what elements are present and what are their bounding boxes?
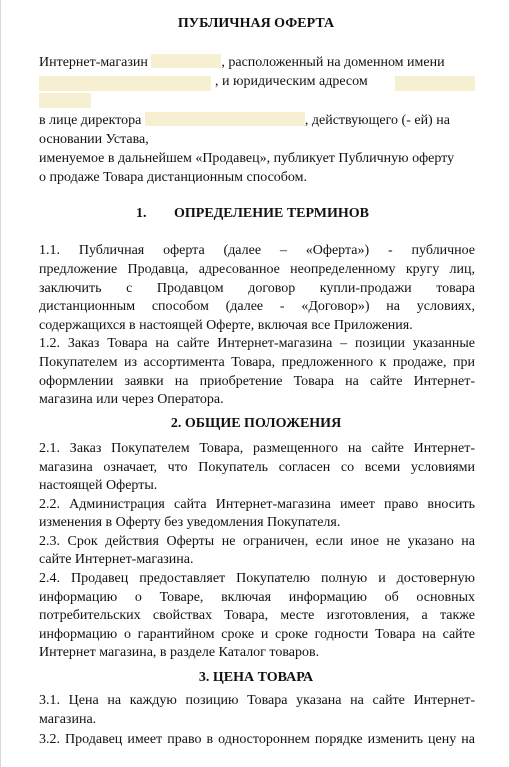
intro-store-label: Интернет-магазин xyxy=(39,55,148,70)
redacted-address-1 xyxy=(395,76,475,91)
document-title: ПУБЛИЧНАЯ ОФЕРТА xyxy=(177,16,335,31)
section-2-line: 2.4. Продавец предоставляет Покупателю полную и достоверную xyxy=(39,571,475,586)
section-2-line: настоящей Оферты. xyxy=(39,478,158,493)
section-3-heading: 3. ЦЕНА ТОВАРА xyxy=(198,670,314,685)
section-2-line: потребительских свойствах Товара, месте изготовления, а также xyxy=(39,608,475,623)
section-2-line: изменения в Оферту без уведомления Покупателя. xyxy=(39,515,341,530)
intro-acting-text: , действующего (- ей) на xyxy=(304,113,450,128)
intro-domain-text: , расположенный на доменном имени xyxy=(221,55,445,70)
section-3-line: магазина. xyxy=(39,712,97,727)
section-2-heading: 2. ОБЩИЕ ПОЛОЖЕНИЯ xyxy=(170,416,342,431)
section-1-line: оформлении заявки на приобретение Товара на сайте Интернет- xyxy=(39,374,475,389)
intro-line-5: основании Устава, xyxy=(39,132,149,147)
section-1-line: магазина или через Оператора. xyxy=(39,392,224,407)
redacted-address-2 xyxy=(39,93,91,108)
intro-line-4 xyxy=(39,112,450,130)
section-2-line: 2.2. Администрация сайта Интернет-магазина имеет право вносить xyxy=(39,497,475,512)
section-2-line: информацию о Товаре, включая информацию об основных xyxy=(39,590,475,605)
section-1-line: предложение Продавца, адресованное неопределенному кругу лиц, xyxy=(39,262,475,277)
section-3-line: 3.2. Продавец имеет право в одностороннем порядке изменить цену на xyxy=(39,732,475,747)
section-1-line: 1.2. Заказ Товара на сайте Интернет-магазина – позиции указанные xyxy=(39,336,475,351)
section-1-line: дистанционным способом (далее - «Договор») на условиях, xyxy=(39,299,475,314)
intro-line-6: именуемое в дальнейшем «Продавец», публикует Публичную оферту xyxy=(39,151,455,166)
redacted-director-name xyxy=(145,112,305,126)
section-1-number: 1. xyxy=(136,206,147,221)
section-2-line: 2.1. Заказ Покупателем Товара, размещенного на сайте Интернет- xyxy=(39,441,475,456)
section-1-line: заключить с Продавцом договор купли-продажи товара xyxy=(39,281,475,296)
section-2-line: 2.3. Срок действия Оферты не ограничен, если иное не указано на xyxy=(39,534,475,549)
intro-director-label: в лице директора xyxy=(39,113,142,128)
section-1-heading: ОПРЕДЕЛЕНИЕ ТЕРМИНОВ xyxy=(174,206,370,221)
section-1-line: Покупателем из ассортимента Товара, предложенного к продаже, при xyxy=(39,355,475,370)
redacted-store-name xyxy=(151,54,221,68)
intro-line-7: о продаже Товара дистанционным способом. xyxy=(39,170,308,185)
section-2-line: сайте Интернет-магазина. xyxy=(39,552,194,567)
section-2-line: информацию о гарантийном сроке и сроке годности Товара на сайте xyxy=(39,627,475,642)
section-1-line: содержащихся в настоящей Оферте, включая все Приложения. xyxy=(39,318,413,333)
intro-line-1 xyxy=(39,54,445,72)
section-2-line: магазина означает, что Покупатель согласен со всеми условиями xyxy=(39,460,475,475)
section-3-line: 3.1. Цена на каждую позицию Товара указана на сайте Интернет- xyxy=(39,693,475,708)
section-1-line: 1.1. Публичная оферта (далее – «Оферта») - публичное xyxy=(39,243,475,258)
section-2-line: Интернет магазина, в разделе Каталог товаров. xyxy=(39,645,320,660)
intro-line-2: , и юридическим адресом xyxy=(215,74,368,89)
redacted-domain xyxy=(39,76,211,91)
